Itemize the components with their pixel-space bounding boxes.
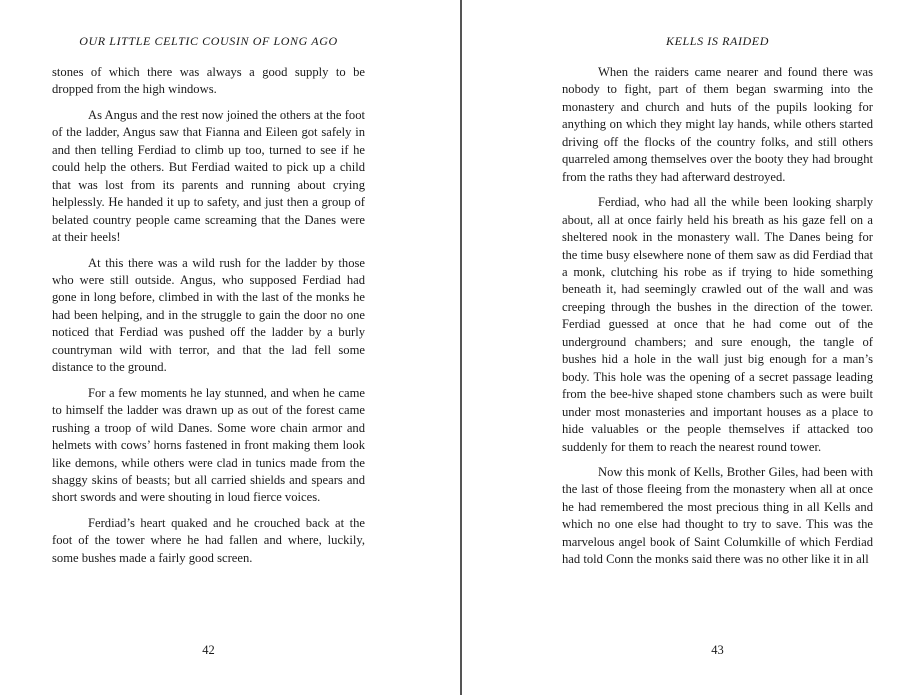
right-page-text [562, 64, 873, 577]
paragraph: For a few moments he lay stunned, and when he came to himself the ladder was drawn up as out of the forest came rushing a troop of wild Danes. Some wore chain armor and helmets with cows’ horns fastened in front making them look like demons, while others were clad in tunics made from the shaggy skins of beasts; but all carried shields and spears and short swords and were shouting in loud fierce voices. [52, 385, 365, 505]
left-page-number: 42 [202, 643, 215, 657]
paragraph: Now this monk of Kells, Brother Giles, had been with the last of those fleeing from the monastery when all at once he had remembered the most precious thing in all Kells and which no one else had thought to try to save. This was the marvelous angel book of Saint Columkille of which Ferdiad had told Conn the monks said there was no other like it in all [562, 464, 873, 567]
right-page-number: 43 [711, 643, 724, 657]
left-running-head: OUR LITTLE CELTIC COUSIN OF LONG AGO [79, 34, 338, 48]
left-page [52, 0, 365, 695]
paragraph: As Angus and the rest now joined the others at the foot of the ladder, Angus saw that Fianna and Eileen got safely in and then telling Ferdiad to climb up too, turned to see if he could help the others. But Ferdiad waited to pick up a child that was lost from its parents and running about crying helplessly. He handed it up to safety, and just then a group of belated country people came screaming that the Danes were at their heels! [52, 107, 365, 245]
paragraph: When the raiders came nearer and found there was nobody to fight, part of them began swarming into the monastery and church and huts of the pupils looking for anything on which they might lay hands, while others started driving off the flocks of the country folks, and still others quarreled among themselves over the booty they had brought from the raths they had afterward destroyed. [562, 65, 873, 184]
paragraph: Ferdiad’s heart quaked and he crouched back at the foot of the tower where he had fallen and where, luckily, some bushes made a fairly good screen. [52, 515, 365, 565]
page-gutter-divider [460, 0, 462, 695]
left-page-text [52, 64, 365, 575]
paragraph: Ferdiad, who had all the while been looking sharply about, all at once fairly held his breath as his gaze fell on a sheltered nook in the monastery wall. The Danes being for the time busy elsewhere none of them saw as did Ferdiad that a monk, clutching his robe as if trying to hide something beneath it, had seemingly crawled out of the wall and was creeping through the bushes in the direction of the tower. Ferdiad guessed at once that he had come out of the underground chambers; and sure enough, the tangle of bushes hid a hole in the wall just big enough for a man’s body. This hole was the opening of a secret passage leading from the bee-hive shaped stone chambers such as were built under most monasteries and important houses as a place to hide valuables or the people themselves if attacked too suddenly for them to reach the nearest round tower. [562, 195, 873, 454]
paragraph: At this there was a wild rush for the ladder by those who were still outside. Angus, who supposed Ferdiad had gone in long before, climbed in with the last of the monks he had been helping, and in the struggle to gain the door no one noticed that Ferdiad was pushed off the ladder by a burly countryman wild with terror, and that the lad fell some distance to the ground. [52, 255, 365, 375]
right-page [562, 0, 873, 695]
paragraph: stones of which there was always a good supply to be dropped from the high windows. [52, 65, 365, 97]
right-running-head: KELLS IS RAIDED [666, 34, 769, 48]
